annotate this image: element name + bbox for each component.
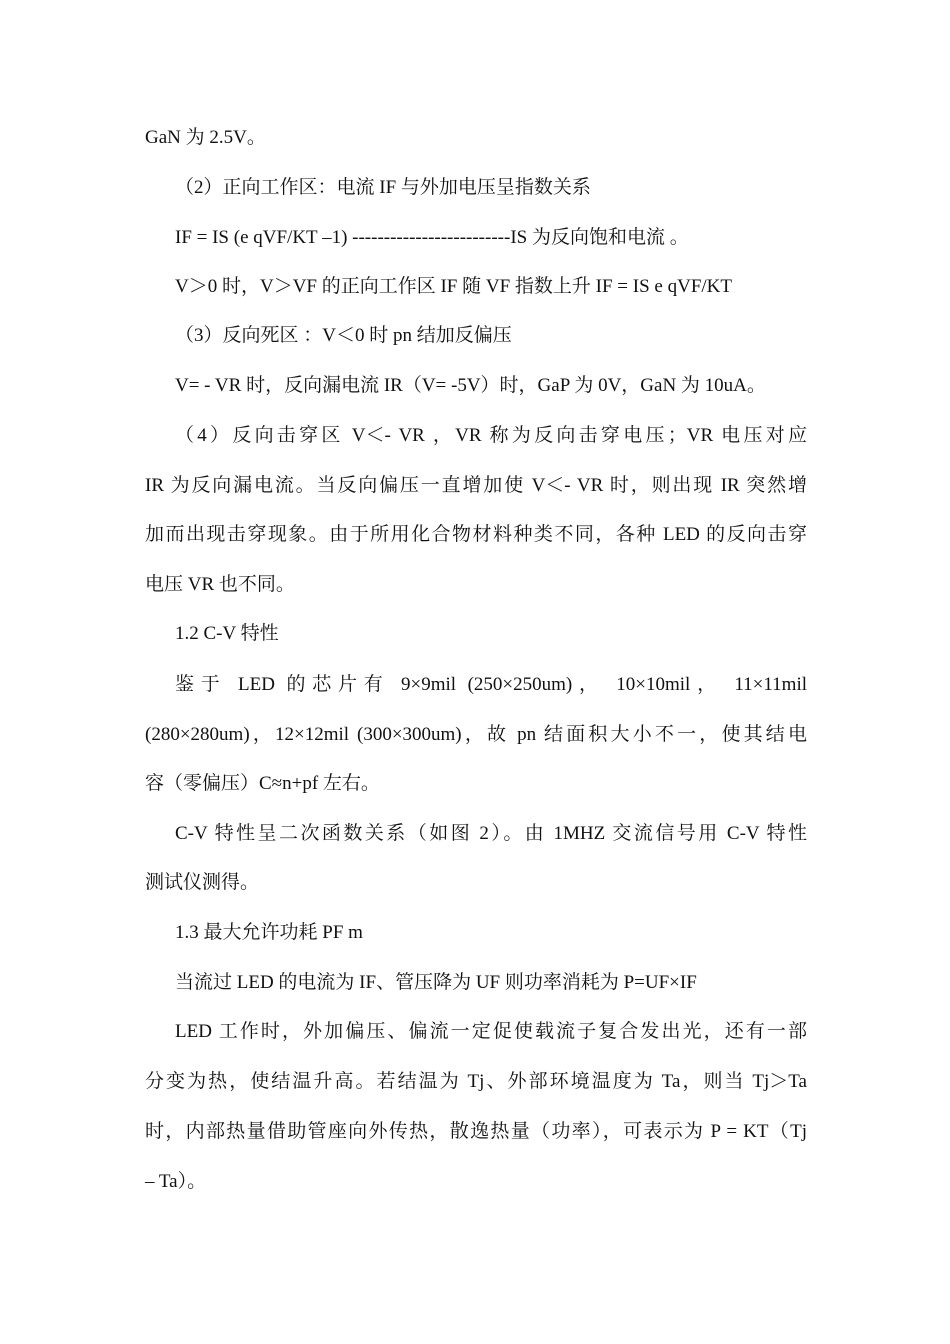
text-line: LED 工作时，外加偏压、偏流一定促使载流子复合发出光，还有一部	[175, 1021, 807, 1042]
text-line: GaN 为 2.5V。	[145, 127, 266, 148]
text-line: IR 为反向漏电流。当反向偏压一直增加使 V＜- VR 时，则出现 IR 突然增	[145, 475, 807, 496]
text-line: 容（零偏压）C≈n+pf 左右。	[145, 773, 380, 794]
text-line: 加而出现击穿现象。由于所用化合物材料种类不同，各种 LED 的反向击穿	[145, 524, 807, 545]
text-line: V＞0 时，V＞VF 的正向工作区 IF 随 VF 指数上升 IF = IS e qVF/KT	[175, 276, 732, 297]
text-line: IF = IS (e qVF/KT –1) -------------------------IS 为反向饱和电流 。	[175, 227, 689, 248]
text-line: 分变为热，使结温升高。若结温为 Tj、外部环境温度为 Ta，则当 Tj＞Ta	[145, 1071, 807, 1092]
text-line: C-V 特性呈二次函数关系（如图 2）。由 1MHZ 交流信号用 C-V 特性	[175, 823, 807, 844]
text-line: V= - VR 时，反向漏电流 IR（V= -5V）时，GaP 为 0V，GaN 为 10uA。	[175, 375, 766, 396]
text-line: – Ta）。	[145, 1171, 207, 1192]
text-line: (280×280um)，12×12mil (300×300um)，故 pn 结面积大小不一，使其结电	[145, 724, 807, 745]
section-heading: 1.2 C-V 特性	[175, 623, 279, 644]
text-line: （2）正向工作区：电流 IF 与外加电压呈指数关系	[175, 177, 591, 198]
text-line: （4）反向击穿区 V＜- VR ，VR 称为反向击穿电压；VR 电压对应	[175, 425, 807, 446]
text-line: 时，内部热量借助管座向外传热，散逸热量（功率），可表示为 P = KT（Tj	[145, 1121, 807, 1142]
text-line: 测试仪测得。	[145, 872, 260, 893]
text-line: 电压 VR 也不同。	[145, 574, 295, 595]
text-line: （3）反向死区 ：V＜0 时 pn 结加反偏压	[175, 325, 512, 346]
section-heading: 1.3 最大允许功耗 PF m	[175, 922, 363, 943]
text-line: 鉴于 LED 的芯片有 9×9mil (250×250um)， 10×10mil， 11×11mil	[175, 674, 807, 695]
text-line: 当流过 LED 的电流为 IF、管压降为 UF 则功率消耗为 P=UF×IF	[175, 972, 697, 993]
